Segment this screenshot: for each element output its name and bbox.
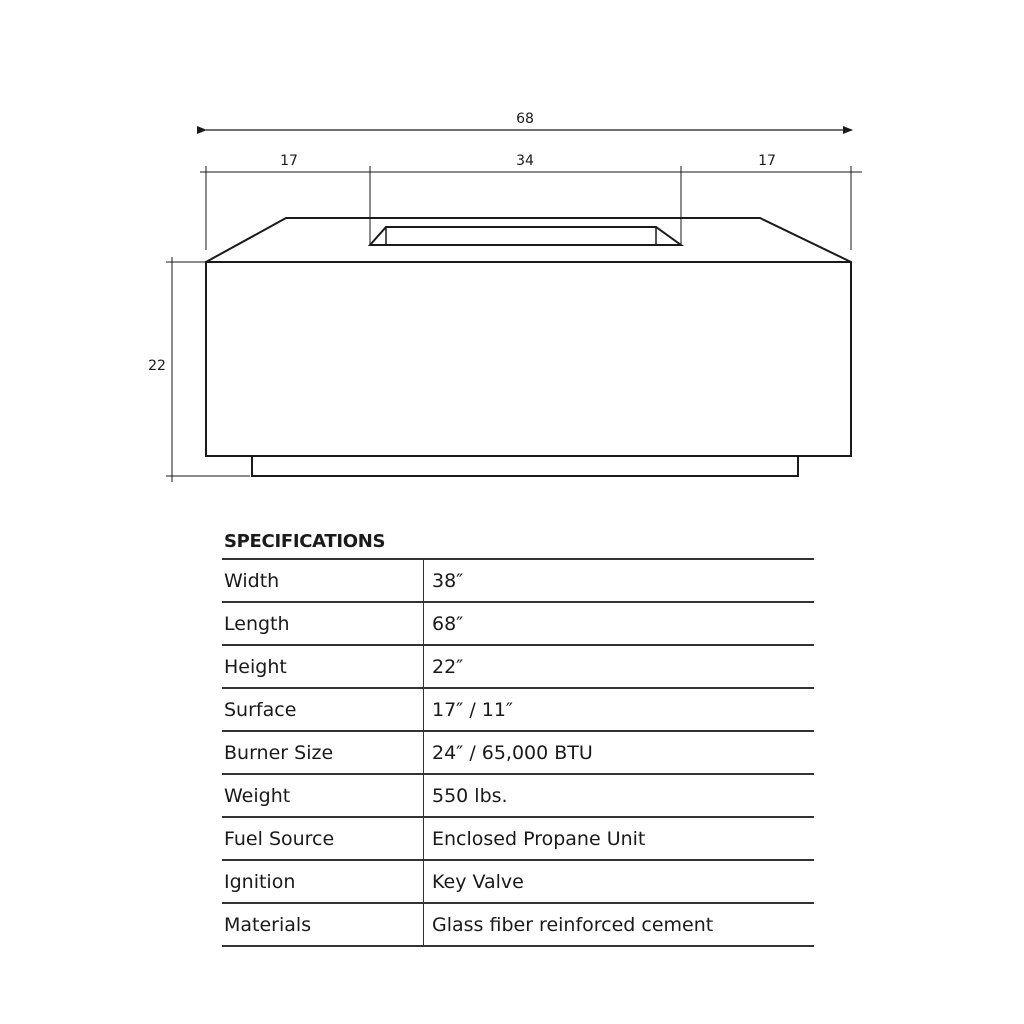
- table-row: [222, 602, 814, 645]
- spec-label: Burner Size: [222, 731, 424, 774]
- spec-value: Glass fiber reinforced cement: [424, 903, 815, 946]
- spec-value: 22″: [424, 645, 815, 688]
- fire-table-diagram: [0, 0, 1024, 500]
- burner-opening-outer: [370, 227, 681, 245]
- spec-value: 68″: [424, 602, 815, 645]
- height-label: 22: [148, 358, 166, 374]
- spec-value: 24″ / 65,000 BTU: [424, 731, 815, 774]
- table-row: [222, 560, 814, 602]
- table-row: [222, 774, 814, 817]
- spec-label: Surface: [222, 688, 424, 731]
- spec-label: Width: [222, 560, 424, 602]
- burner-opening-label: 34: [516, 153, 534, 169]
- table-base: [252, 456, 798, 476]
- burner-opening-inner: [386, 227, 656, 245]
- specifications-section: [222, 528, 814, 947]
- table-row: [222, 688, 814, 731]
- table-top-surface: [206, 218, 851, 262]
- specifications-title: SPECIFICATIONS: [222, 528, 814, 560]
- spec-label: Ignition: [222, 860, 424, 903]
- table-row: [222, 817, 814, 860]
- table-row: [222, 903, 814, 946]
- left-ledge-label: 17: [280, 153, 298, 169]
- table-row: [222, 731, 814, 774]
- overall-length-label: 68: [516, 111, 534, 127]
- spec-value: 38″: [424, 560, 815, 602]
- spec-value: Enclosed Propane Unit: [424, 817, 815, 860]
- spec-label: Fuel Source: [222, 817, 424, 860]
- spec-label: Length: [222, 602, 424, 645]
- right-ledge-label: 17: [758, 153, 776, 169]
- spec-label: Materials: [222, 903, 424, 946]
- spec-value: 17″ / 11″: [424, 688, 815, 731]
- spec-label: Height: [222, 645, 424, 688]
- spec-value: Key Valve: [424, 860, 815, 903]
- spec-label: Weight: [222, 774, 424, 817]
- spec-value: 550 lbs.: [424, 774, 815, 817]
- specifications-table: [222, 560, 814, 947]
- table-row: [222, 860, 814, 903]
- table-row: [222, 645, 814, 688]
- table-body: [206, 262, 851, 456]
